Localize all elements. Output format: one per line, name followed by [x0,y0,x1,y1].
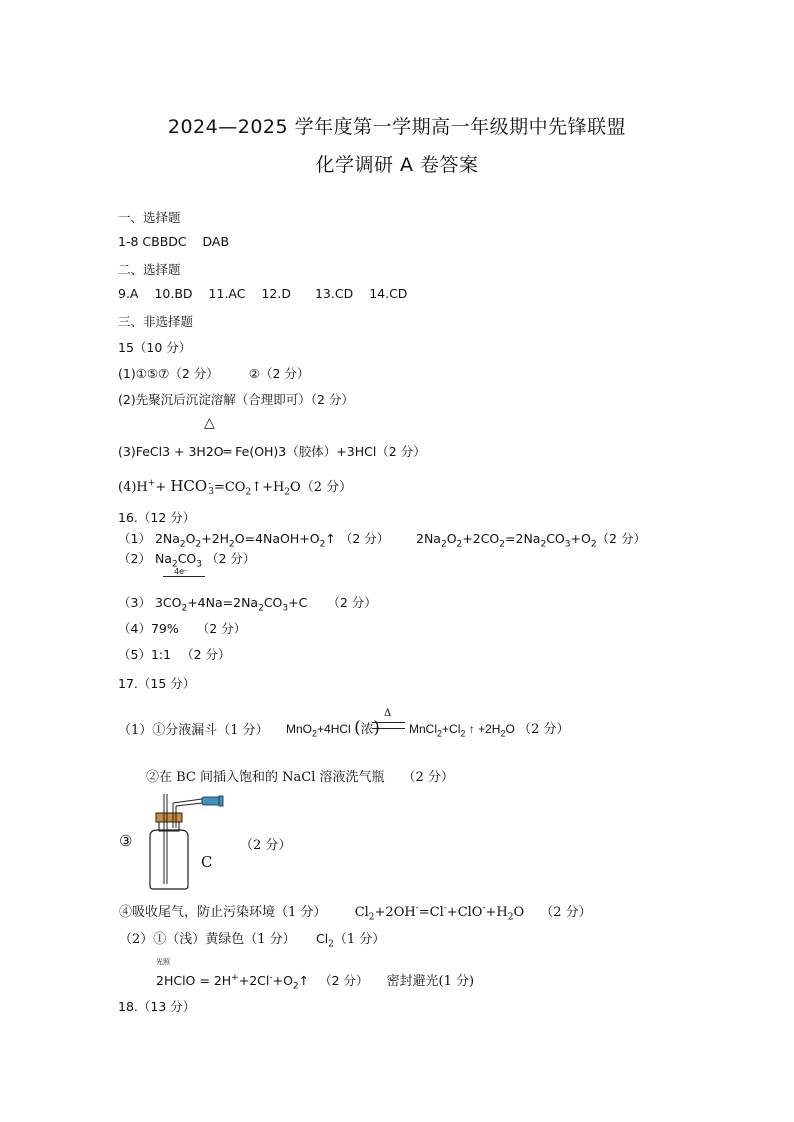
q16-part1-eq2 [416,529,646,550]
q16-p5: （5）1:1 [118,647,172,662]
answer-12: 12.D [261,286,291,301]
eq-part: ↑ [298,973,310,988]
q17-p1-a: ①分液漏斗（1 分） [152,723,269,738]
eq-sub: 2 [499,539,506,550]
q15-p4-plus: + [147,478,156,489]
q16-p4: （4）79% [118,621,179,636]
q15-p1-score: （2 分） [169,366,219,381]
q16-part4 [118,619,246,637]
q16-part2 [118,549,256,570]
eq-sub: 3 [564,539,571,550]
q16-part3 [118,593,377,614]
conc-label: 浓 [360,721,374,736]
eq-sub: 2 [328,939,334,950]
eq-part: =Cl [418,905,444,920]
eq-sub: 2 [460,728,466,739]
eq-part: O [505,722,515,736]
eq-part: +O [570,531,591,546]
q17-q2-b-score: （1 分） [333,932,386,947]
eq-sup: - [443,903,447,914]
eq-part: +2OH [374,905,416,920]
q16-p1-score2: （2 分） [596,531,646,546]
q17-eq-score: （2 分） [518,722,570,737]
q17-q2-score: （2 分） [319,973,369,988]
electron-transfer-line [163,576,205,577]
eq-sub: 2 [179,539,186,550]
eq-part: +2CO [462,531,500,546]
answer-13: 13.CD [314,286,354,301]
q17-p1-label: （1） [118,723,153,738]
answer-10: 10.BD [154,286,193,301]
eq-sub: 2 [229,539,235,550]
q16-p5-score: （2 分） [181,647,231,662]
answer-9: 9.A [118,286,139,301]
eq-part: Cl [354,905,369,920]
eq-part: +C [288,595,308,610]
eq-sub: 2 [181,603,188,614]
q15-p4-sup: - [208,478,212,489]
eq-sub: 2 [368,912,375,923]
eq-part: +2Cl [238,973,270,988]
q16-header: 16.（12 分） [118,510,196,525]
eq-sub: 2 [319,539,326,550]
eq-part: O [446,531,457,546]
q15-p1-b: ②（2 分） [248,366,310,381]
q16-p2-label: （2） [118,551,151,566]
eq-sub: 2 [292,981,299,992]
eq-part: MnCl [409,722,438,736]
q17-p4-score: （2 分） [540,905,592,920]
answer-14: 14.CD [369,286,408,301]
section1-heading: 一、选择题 [118,210,181,225]
tube-connector [202,797,220,805]
q17-q2-c: 密封避光(1 分) [386,974,475,989]
eq-sub: 2 [258,603,264,614]
section2-heading: 二、选择题 [118,262,181,277]
eq-part: =2Na [505,531,541,546]
answer-11: 11.AC [208,286,246,301]
q15-p4-mid: =CO [213,480,246,495]
q17-eq-right [409,718,570,737]
eq-part: CO [546,531,565,546]
gas-washing-bottle-diagram [140,788,230,892]
q15-header: 15（10 分） [118,340,192,355]
delta-symbol: Δ [384,708,392,719]
bottle-body [150,830,188,889]
eq-part: ↑ [325,531,336,546]
q15-p4-pre: (4)H [118,480,148,495]
q16-p4-score: （2 分） [196,621,247,636]
eq-sub: 2 [171,559,178,570]
eq-sub: 2 [507,912,514,923]
q15-p4-sub2: 2 [245,487,252,498]
eq-part: CO [263,595,283,610]
section2-answers [118,286,407,301]
eq-sub: 3 [282,603,289,614]
eq-sub: 2 [195,539,202,550]
eq-part: 2Na [416,531,441,546]
q17-q2-label: （2）①（浅）黄绿色（1 分） [119,932,296,947]
section1-answers: 1-8 CBBDC DAB [118,234,230,249]
q17-header: 17.（15 分） [118,676,196,691]
eq-sub: 2 [440,539,447,550]
electron-transfer-label: 4e⁻ [174,567,189,576]
q16-p1-score1: （2 分） [339,531,390,546]
eq-sub: 2 [540,539,547,550]
q17-p2: ②在 BC 间插入饱和的 NaCl 溶液洗气瓶 [146,770,385,785]
q17-q2-part2 [156,970,475,992]
q16-p1-label: （1） [118,531,151,546]
q17-p2-score: （2 分） [402,770,454,785]
q15-p4-sub3: 2 [284,487,291,498]
eq-part: +H [485,905,508,920]
eq-part: +2H [201,531,230,546]
eq-sub: 2 [590,539,597,550]
eq-part: 2Na [154,531,180,546]
q16-part5 [118,645,231,663]
eq-sub: 2 [312,728,318,739]
q17-eq-left: MnO$_2$+4HCl (浓) [286,718,380,739]
eq-part: Na [154,551,172,566]
eq-sub: 2 [500,728,506,739]
q17-part4 [119,901,592,923]
eq-part: +4HCl [317,722,351,736]
eq-sup: - [415,903,419,914]
eq-part: +Cl [442,722,461,736]
q17-p3-label: ③ [119,832,133,850]
eq-part: +O [272,973,293,988]
q16-part1 [118,529,390,550]
q17-q2-part1 [119,928,386,950]
eq-part: +2H [478,722,501,736]
stopper [156,813,182,822]
eq-sub: 2 [437,728,443,739]
eq-part: +4Na=2Na [187,595,259,610]
section3-heading: 三、非选择题 [118,314,194,329]
eq-sub: 3 [196,559,202,570]
heat-symbol: △ [204,415,215,431]
q15-p4-end: ↑+H [251,480,285,495]
q16-p3-score: （2 分） [327,595,377,610]
eq-part: O [513,905,525,920]
q15-part1 [118,364,309,382]
eq-part: Cl [315,931,329,946]
q16-p3-label: （3） [118,595,151,610]
eq-part: CO [177,551,197,566]
eq-part: +ClO [446,905,483,920]
eq-sup: - [482,903,486,914]
q15-part4: (4)H++ HCO - 3 $=CO_2↑+H_2O(2$ 分） [118,477,353,498]
eq-sub: 2 [456,539,463,550]
q15-p4-ion: HCO [170,477,208,495]
q17-part2 [146,766,454,785]
eq-part: MnO [286,722,313,736]
light-condition-label: 光照 [156,958,170,966]
title-line-1: 2024—2025 学年度第一学期高一年级期中先锋联盟 [167,116,627,138]
eq-part: O [185,531,196,546]
q15-p4-sub: 3 [208,486,214,497]
eq-sup: - [269,972,273,983]
q15-p4-tail: O（2 分） [290,480,353,495]
eq-part: 2HClO = 2H [156,973,232,988]
q15-part2: (2)先聚沉后沉淀溶解（合理即可）（2 分） [118,392,354,407]
q15-part3: (3)FeCl3 + 3H2O═ Fe(OH)3（胶体）+3HCl（2 分） [118,444,426,459]
eq-part: O=4NaOH+O [234,531,320,546]
q17-p3-score: （2 分） [240,838,292,853]
bottle-label: C [201,853,213,871]
title-line-2: 化学调研 A 卷答案 [315,154,479,176]
eq-part: ↑ [468,722,475,736]
eq-part: 3CO [154,595,182,610]
q16-p2-score: （2 分） [205,551,256,566]
q17-p4-a: ④吸收尾气，防止污染环境（1 分） [119,905,327,920]
eq-sup: + [231,972,239,983]
q18-header: 18.（13 分） [118,999,196,1014]
q17-part1 [118,719,269,738]
q15-p1-label: (1)①⑤⑦ [118,366,170,381]
